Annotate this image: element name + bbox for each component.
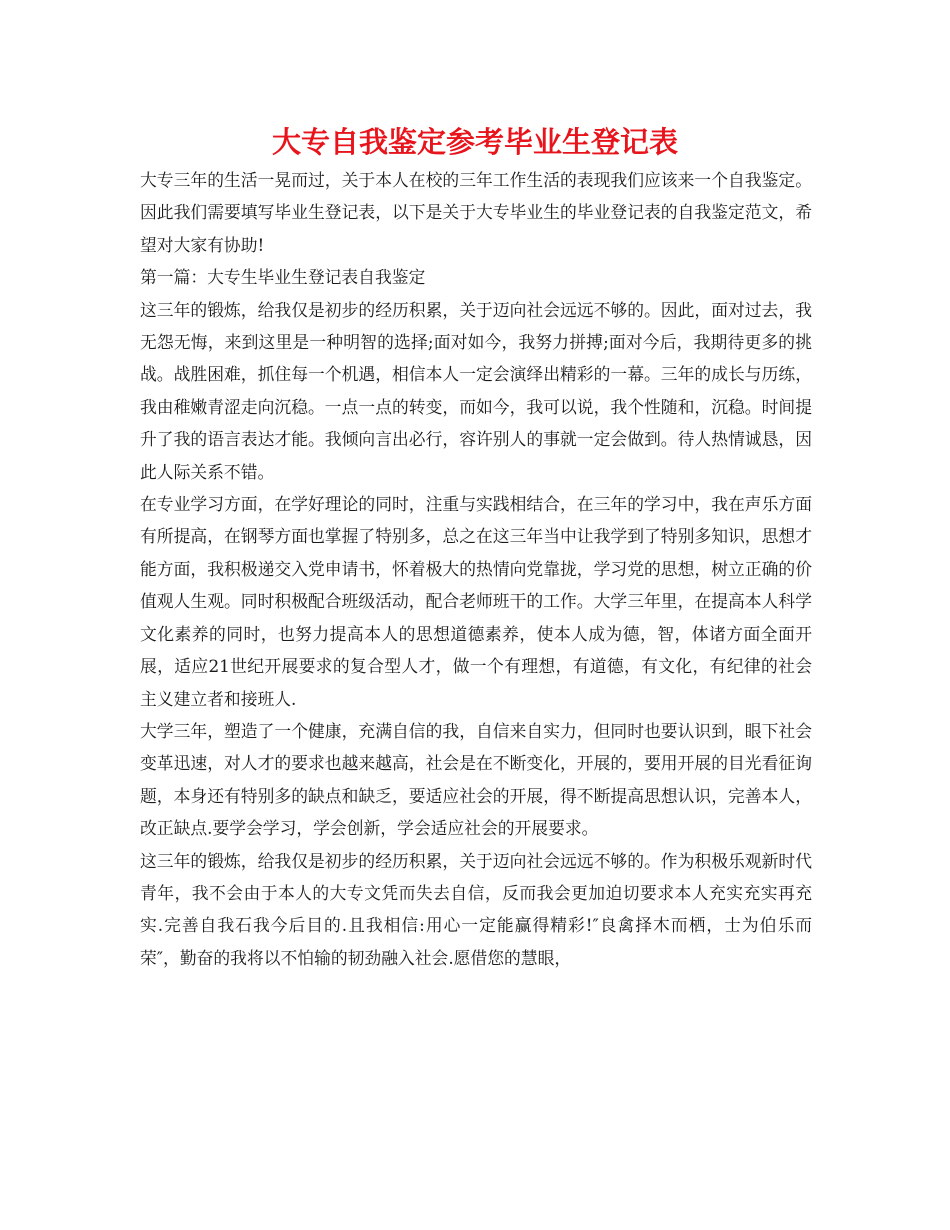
document-body — [140, 164, 812, 974]
body-paragraph: 这三年的锻炼，给我仅是初步的经历积累，关于迈向社会远远不够的。因此，面对过去，我无怨无悔，来到这里是一种明智的选择;面对如今，我努力拼搏;面对今后，我期待更多的挑战。战胜困难，抓住每一个机遇，相信本人一定会演绎出精彩的一幕。三年的成长与历练，我由稚嫩青涩走向沉稳。一点一点的转变，而如今，我可以说，我个性随和，沉稳。时间提升了我的语言表达才能。我倾向言出必行，容许别人的事就一定会做到。待人热情诚恳，因此人际关系不错。 — [140, 299, 812, 482]
body-paragraph: 在专业学习方面，在学好理论的同时，注重与实践相结合，在三年的学习中，我在声乐方面有所提高，在钢琴方面也掌握了特别多，总之在这三年当中让我学到了特别多知识，思想才能方面，我积极递交入党申请书，怀着极大的热情向党靠拢，学习党的思想，树立正确的价值观人生观。同时积极配合班级活动，配合老师班干的工作。大学三年里，在提高本人科学文化素养的同时，也努力提高本人的思想道德素养，使本人成为德，智，体诸方面全面开展，适应21世纪开展要求的复合型人才，做一个有理想，有道德，有文化，有纪律的社会主义建立者和接班人. — [140, 494, 812, 709]
document-title: 大专自我鉴定参考毕业生登记表 — [271, 125, 678, 159]
section-heading: 第一篇：大专生毕业生登记表自我鉴定 — [140, 267, 426, 288]
body-paragraph: 这三年的锻炼，给我仅是初步的经历积累，关于迈向社会远远不够的。作为积极乐观新时代青年，我不会由于本人的大专文凭而失去自信，反而我会更加迫切要求本人充实充实再充实.完善自我石我今后目的.且我相信:用心一定能赢得精彩!″良禽择木而栖，士为伯乐而荣″，勤奋的我将以不怕输的韧劲融入社会.愿借您的慧眼， — [140, 850, 812, 968]
body-paragraph: 大学三年，塑造了一个健康，充满自信的我，自信来自实力，但同时也要认识到，眼下社会变革迅速，对人才的要求也越来越高，社会是在不断变化，开展的，要用开展的目光看征询题，本身还有特别多的缺点和缺乏，要适应社会的开展，得不断提高思想认识，完善本人，改正缺点.要学会学习，学会创新，学会适应社会的开展要求。 — [140, 720, 812, 839]
intro-paragraph: 大专三年的生活一晃而过，关于本人在校的三年工作生活的表现我们应该来一个自我鉴定。因此我们需要填写毕业生登记表，以下是关于大专毕业生的毕业登记表的自我鉴定范文，希望对大家有协助! — [140, 170, 812, 255]
